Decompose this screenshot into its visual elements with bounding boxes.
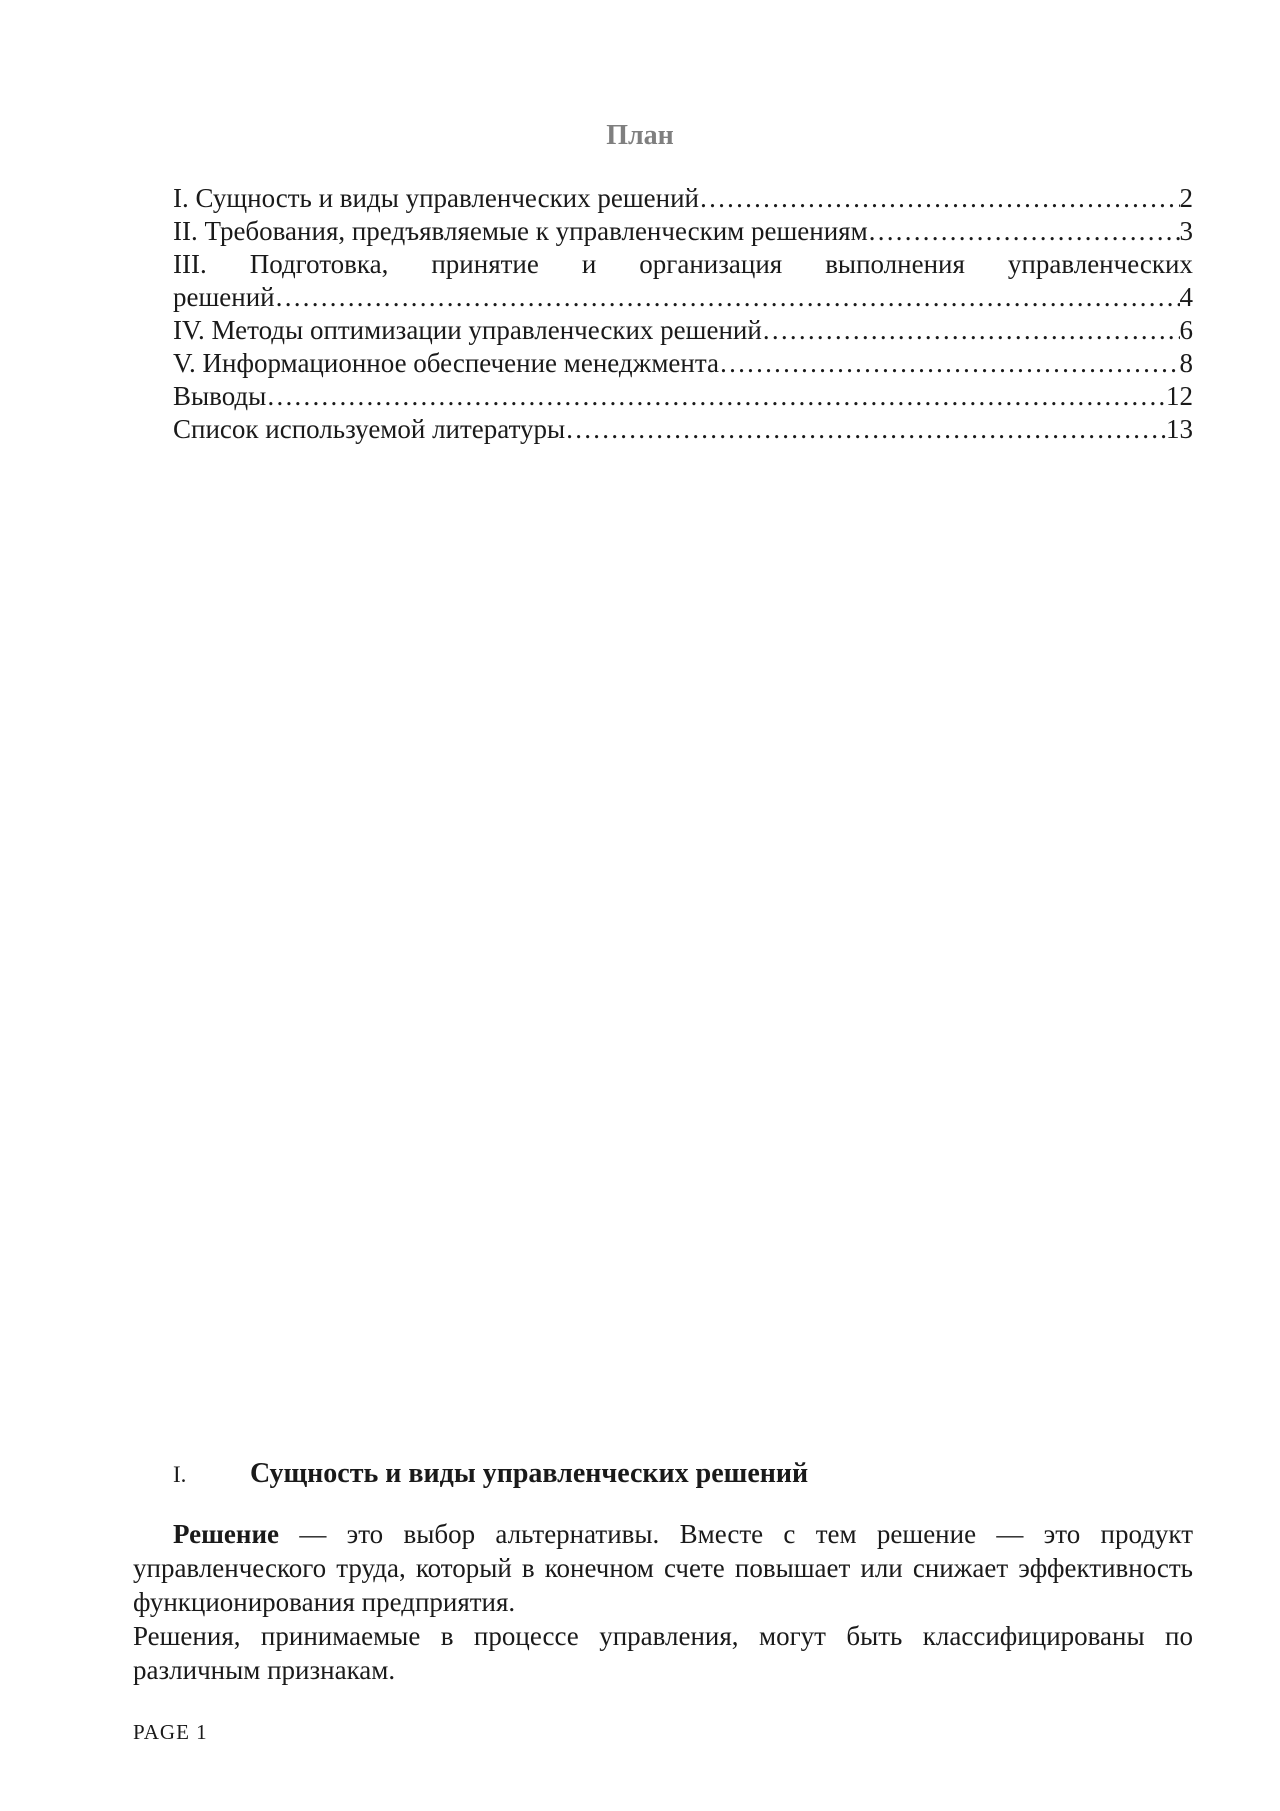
toc-item <box>173 248 1193 314</box>
toc-item-label: Выводы <box>173 381 267 411</box>
page-footer <box>133 1720 208 1745</box>
term-bold: Решение <box>173 1519 279 1549</box>
paragraph: Решение — это выбор альтернативы. Вместе с тем решение — это продукт управленческого труда, который в конечном счете повышает или снижает эффективность функционирования предприятия. <box>133 1519 1193 1617</box>
toc-item-label: II. Требования, предъявляемые к управленческим решениям <box>173 216 868 246</box>
plan-title: План <box>606 120 674 151</box>
section-heading <box>173 1458 1193 1490</box>
toc-item-page: 2 <box>1179 183 1193 213</box>
toc-item <box>173 215 1193 248</box>
toc-leader <box>266 380 1166 413</box>
toc-item-label-line2: решений <box>173 282 275 312</box>
toc-item-page: 3 <box>1179 216 1193 246</box>
section-title: Сущность и виды управленческих решений <box>250 1458 809 1489</box>
toc-leader <box>565 413 1166 446</box>
toc-leader <box>699 182 1180 215</box>
toc-item-page: 12 <box>1166 381 1193 411</box>
toc-item-page: 8 <box>1179 348 1193 378</box>
paragraph: Решения, принимаемые в процессе управления, могут быть классифицированы по различным признакам. <box>133 1621 1193 1685</box>
toc-item-label: Список используемой литературы <box>173 414 566 444</box>
table-of-contents <box>173 182 1193 446</box>
section-body <box>133 1517 1193 1687</box>
page-label: PAGE <box>133 1720 190 1744</box>
toc-item <box>173 347 1193 380</box>
toc-item-page: 13 <box>1166 414 1193 444</box>
toc-item-page: 6 <box>1179 315 1193 345</box>
toc-item <box>173 182 1193 215</box>
toc-item-label: I. Сущность и виды управленческих решений <box>173 183 699 213</box>
toc-item <box>173 413 1193 446</box>
toc-item-page: 4 <box>1179 282 1193 312</box>
page-number: 1 <box>196 1720 208 1744</box>
toc-item-label: V. Информационное обеспечение менеджмента <box>173 348 719 378</box>
toc-leader <box>719 347 1180 380</box>
toc-item <box>173 380 1193 413</box>
toc-leader <box>275 281 1180 314</box>
toc-leader <box>868 215 1180 248</box>
section-number: I. <box>173 1462 187 1487</box>
toc-item-label-line1: III. Подготовка, принятие и организация выполнения управленческих <box>173 249 1193 279</box>
toc-item-label: IV. Методы оптимизации управленческих решений <box>173 315 762 345</box>
toc-leader <box>762 314 1180 347</box>
toc-item <box>173 314 1193 347</box>
